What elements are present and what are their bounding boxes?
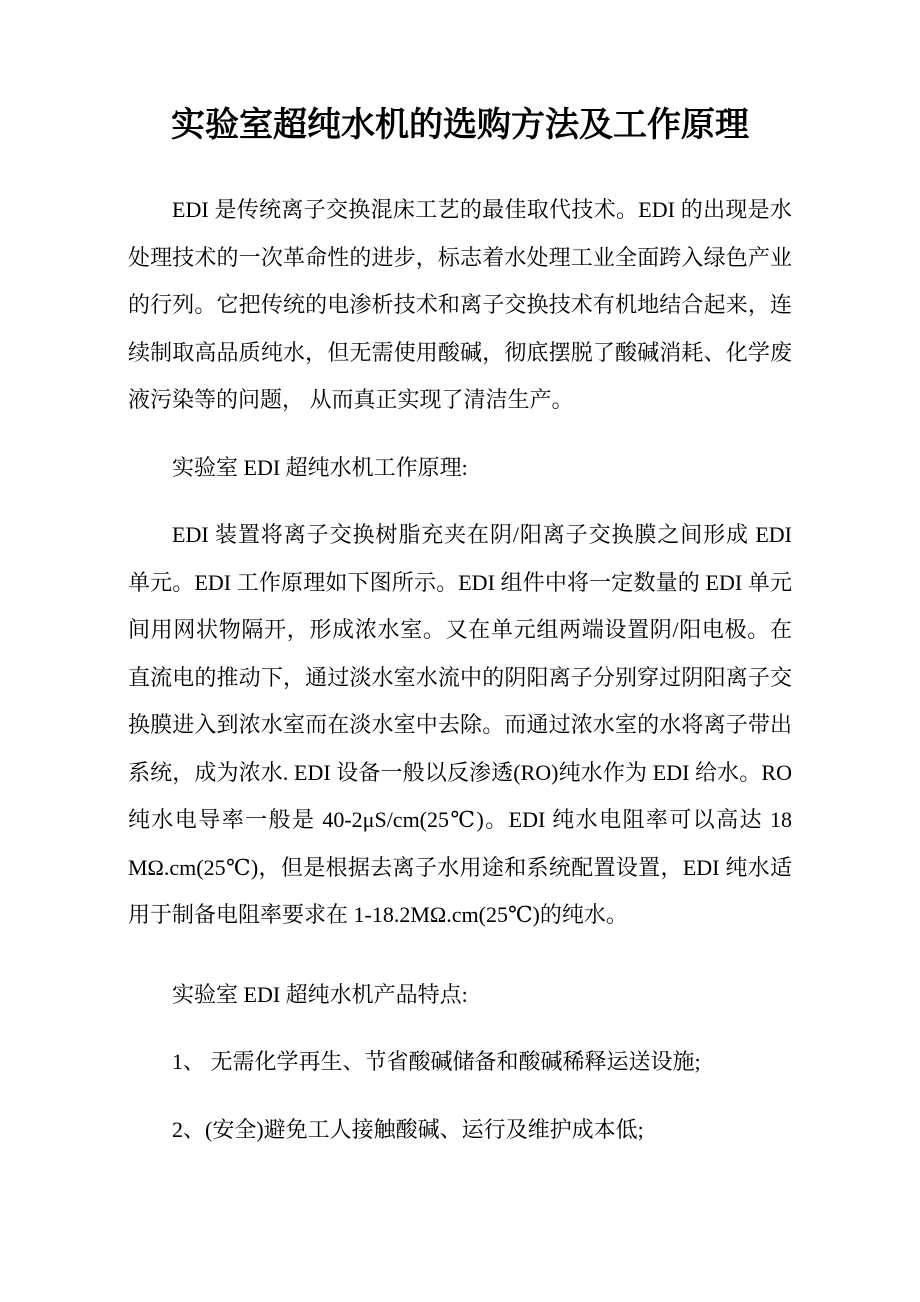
heading-working-principle (128, 444, 792, 492)
heading-text: 实验室 EDI 超纯水机产品特点: (172, 981, 468, 1007)
text-line: 续制取高品质纯水，但无需使用酸碱，彻底摆脱了酸碱消耗、化学废 (128, 339, 792, 365)
text-line: MΩ.cm(25℃)，但是根据去离子水用途和系统配置设置，EDI 纯水适 (128, 854, 792, 880)
document-content (128, 0, 792, 1153)
text-line: 用于制备电阻率要求在 1-18.2MΩ.cm(25℃)的纯水。 (128, 902, 628, 927)
document-title: 实验室超纯水机的选购方法及工作原理 (171, 107, 749, 144)
list-item-feature-2 (128, 1106, 792, 1154)
list-item-feature-1 (128, 1038, 792, 1086)
text-line: 纯水电导率一般是 40-2μS/cm(25℃)。EDI 纯水电阻率可以高达 18 (128, 807, 792, 832)
paragraph-edi-intro (128, 186, 792, 424)
heading-product-features (128, 971, 792, 1019)
heading-text: 实验室 EDI 超纯水机工作原理: (172, 454, 468, 480)
text-line: 处理技术的一次革命性的进步，标志着水处理工业全面跨入绿色产业 (128, 244, 792, 270)
list-item-text: 2、(安全)避免工人接触酸碱、运行及维护成本低; (172, 1116, 644, 1142)
list-item-text: 1、 无需化学再生、节省酸碱储备和酸碱稀释运送设施; (172, 1049, 701, 1074)
text-line: 单元。EDI 工作原理如下图所示。EDI 组件中将一定数量的 EDI 单元 (128, 569, 792, 595)
text-line: 液污染等的问题， 从而真正实现了清洁生产。 (128, 387, 574, 412)
text-line: 换膜进入到浓水室而在淡水室中去除。而通过浓水室的水将离子带出 (128, 712, 792, 737)
paragraph-edi-principle (128, 511, 792, 939)
text-line: EDI 装置将离子交换树脂充夹在阴/阳离子交换膜之间形成 EDI (172, 522, 792, 547)
text-line: 间用网状物隔开，形成浓水室。又在单元组两端设置阴/阳电极。在 (128, 617, 792, 642)
text-line: 的行列。它把传统的电渗析技术和离子交换技术有机地结合起来，连 (128, 292, 792, 317)
text-line: EDI 是传统离子交换混床工艺的最佳取代技术。EDI 的出现是水 (172, 197, 792, 222)
text-line: 直流电的推动下，通过淡水室水流中的阴阳离子分别穿过阴阳离子交 (128, 664, 792, 690)
text-line: 系统，成为浓水. EDI 设备一般以反渗透(RO)纯水作为 EDI 给水。RO (128, 759, 792, 785)
